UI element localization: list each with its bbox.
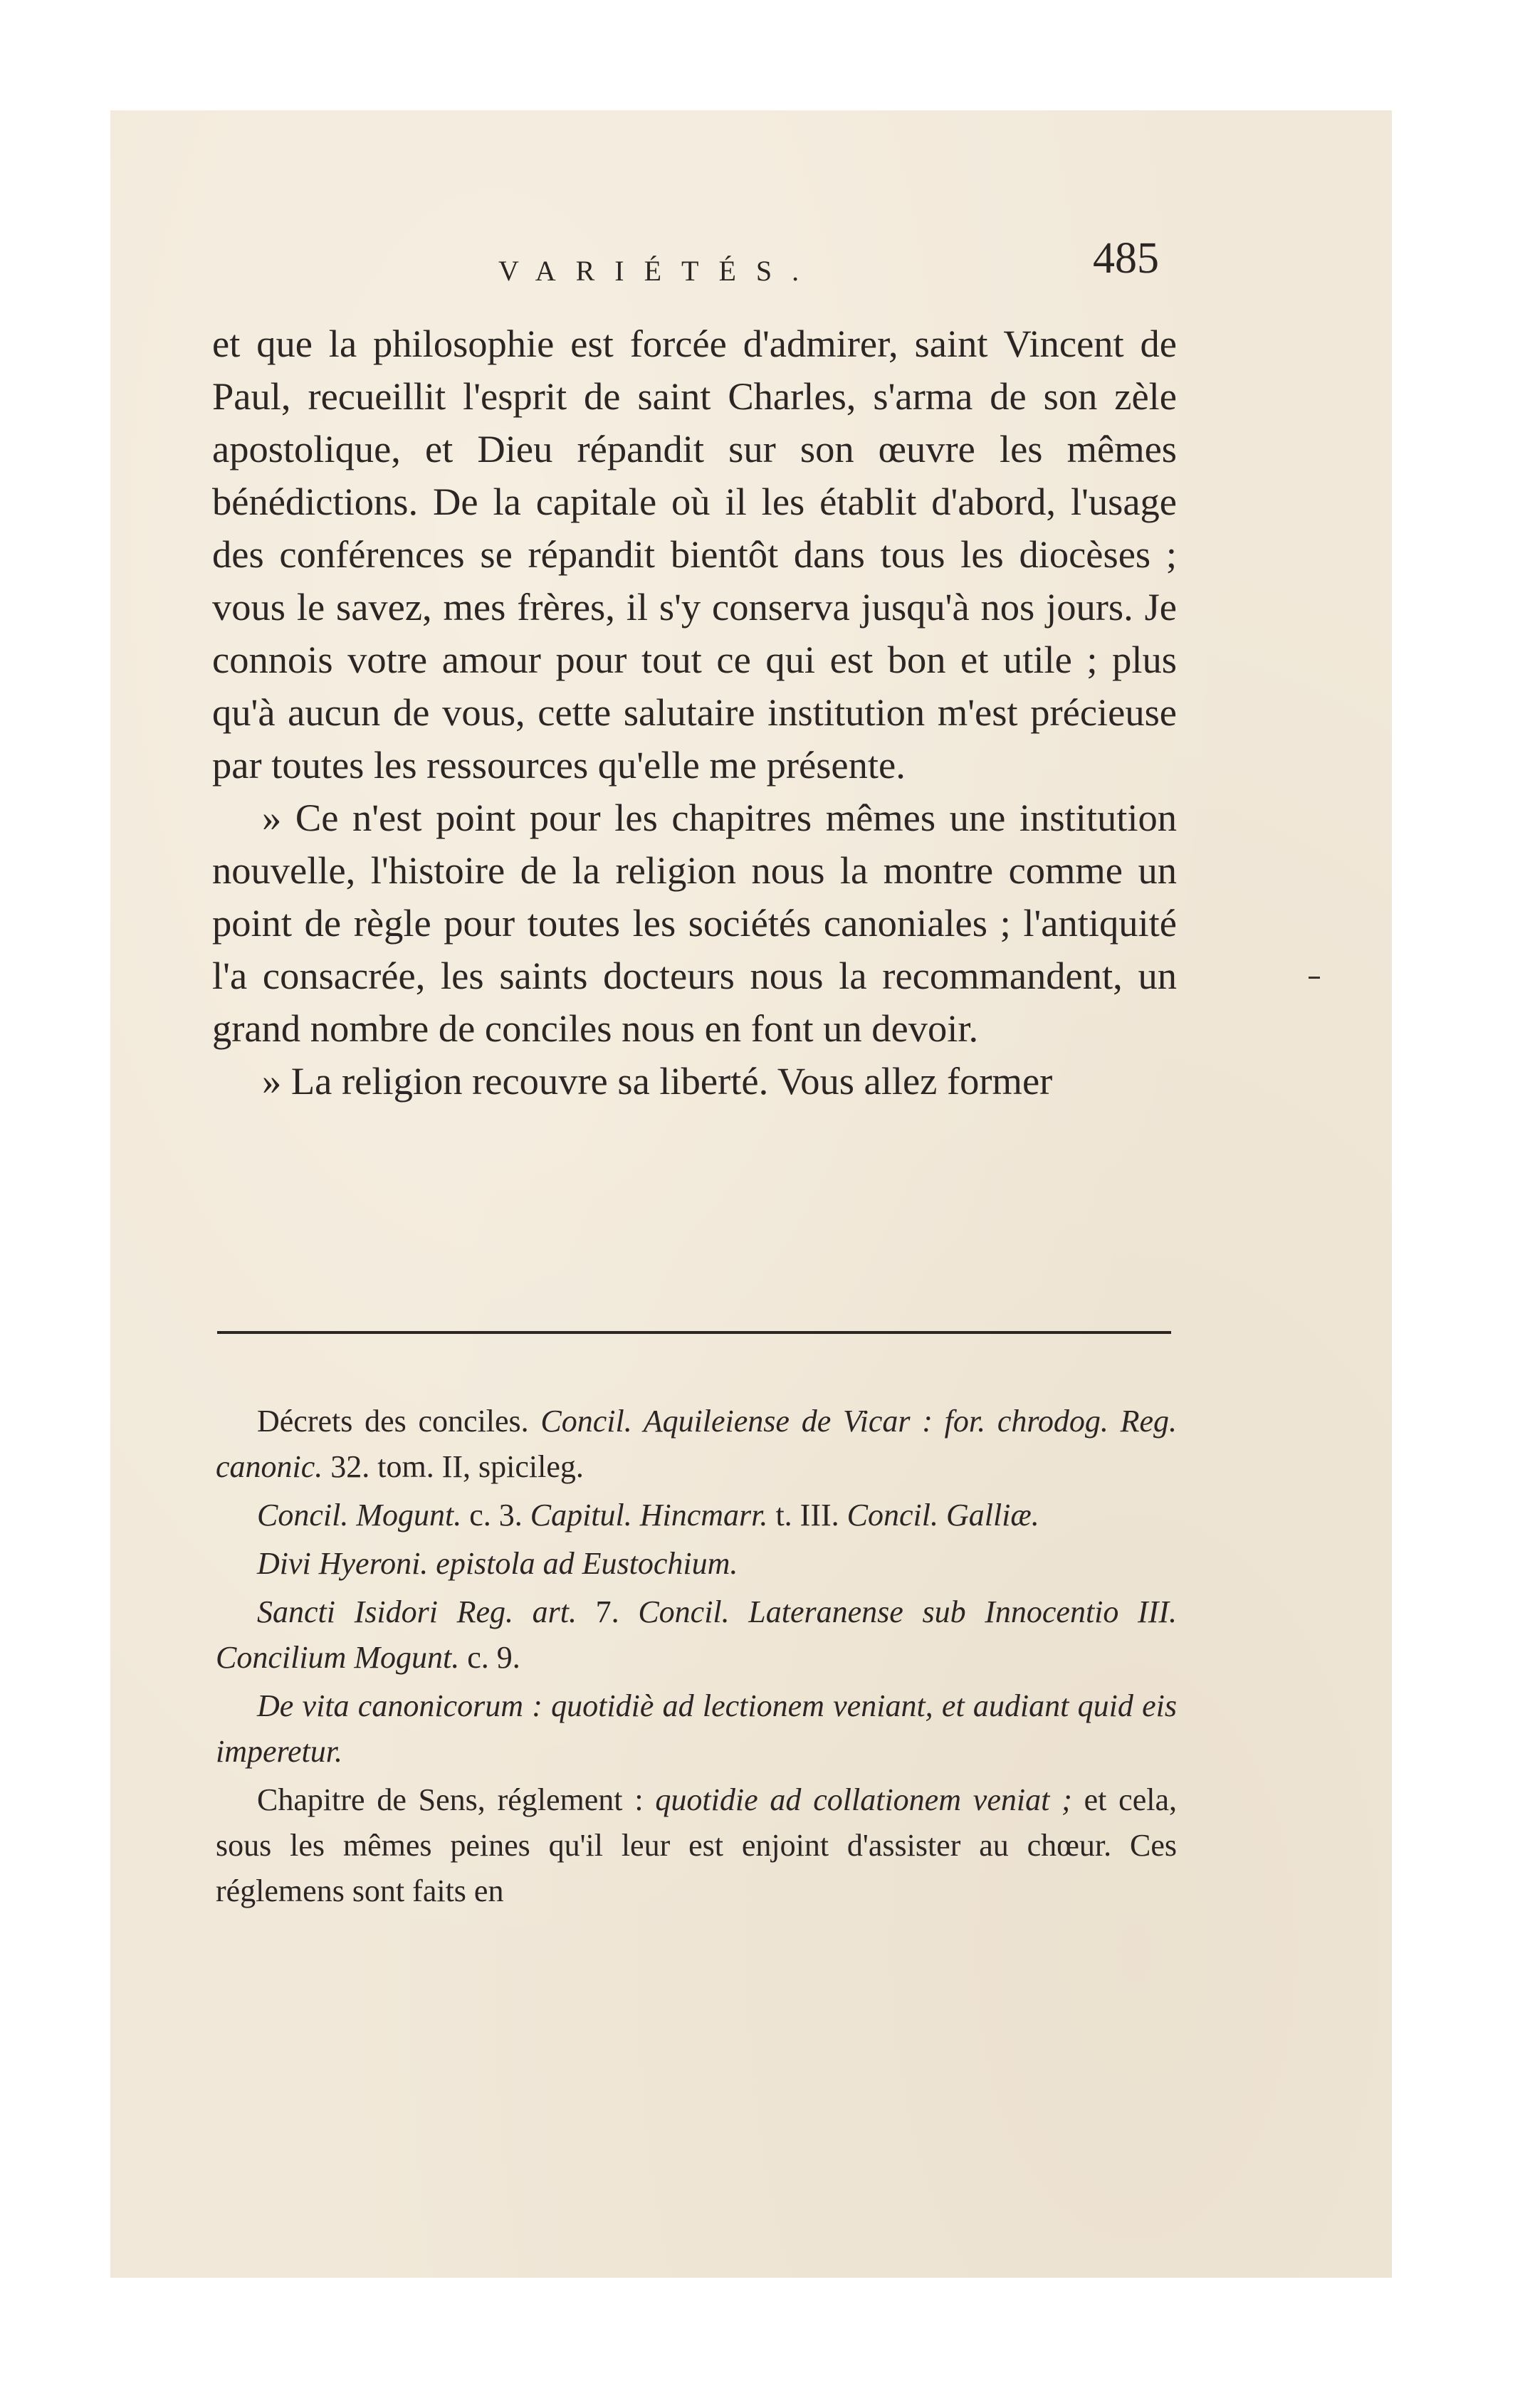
footnote-text: c. 3. <box>469 1498 523 1532</box>
paragraph: » La religion recouvre sa liberté. Vous allez former <box>262 1059 1053 1103</box>
main-text <box>212 317 1177 1108</box>
footnote-citation: Concil. Aquileiense de Vicar : for. chrodog. Reg. canonic. <box>216 1404 1177 1484</box>
footnote-citation: Concil. Galliæ. <box>846 1498 1039 1532</box>
footnote-citation: Capitul. Hincmarr. <box>530 1498 768 1532</box>
footnote <box>216 1683 1177 1775</box>
footnote-text: t. III. <box>775 1498 839 1532</box>
footnote-citation: quotidie ad collationem veniat ; <box>655 1782 1072 1817</box>
footnote-text: et cela, sous les mêmes peines qu'il leur est enjoint d'assister au chœur. Ces réglemens sont faits en <box>216 1782 1177 1908</box>
footnote-citation: De vita canonicorum : quotidiè ad lectionem veniant, et audiant quid eis imperetur. <box>216 1688 1177 1769</box>
footnote-citation: Divi Hyeroni. epistola ad Eustochium. <box>257 1546 738 1581</box>
footnote <box>216 1541 1177 1587</box>
footnotes <box>216 1399 1177 1914</box>
footnote-citation: Sancti Isidori Reg. art. <box>257 1594 577 1629</box>
footnote <box>216 1589 1177 1681</box>
footnote <box>216 1399 1177 1490</box>
footnote-text: 32. tom. II, spicileg. <box>330 1449 584 1484</box>
footnote-text: c. 9. <box>467 1640 520 1675</box>
footnote-text: 7. <box>595 1594 619 1629</box>
footnote-citation: Concil. Lateranense sub Innocentio III. Concilium Mogunt. <box>216 1594 1178 1675</box>
running-head: VARIÉTÉS. <box>498 255 819 287</box>
footnote <box>216 1777 1177 1914</box>
margin-mark <box>1309 977 1320 979</box>
page-number: 485 <box>1093 234 1159 283</box>
footnote-citation: Concil. Mogunt. <box>257 1498 462 1532</box>
footnote <box>216 1493 1177 1538</box>
footnote-separator <box>217 1331 1171 1334</box>
paragraph: » Ce n'est point pour les chapitres mêmes une institution nouvelle, l'histoire de la religion nous la montre comme un point de règle pour toutes les sociétés canoniales ; l'antiquité l'a consacrée, les saints docteurs nous la recommandent, un grand nombre de conciles nous en font un devoir. <box>212 796 1177 1050</box>
footnote-text: Décrets des conciles. <box>257 1404 529 1439</box>
paragraph: et que la philosophie est forcée d'admirer, saint Vincent de Paul, recueillit l'esprit de saint Charles, s'arma de son zèle apostolique, et Dieu répandit sur son œuvre les mêmes bénédictions. De la capitale où il les établit d'abord, l'usage des conférences se répandit bientôt dans tous les diocèses ; vous le savez, mes frères, il s'y conserva jusqu'à nos jours. Je connois votre amour pour tout ce qui est bon et utile ; plus qu'à aucun de vous, cette salutaire institution m'est précieuse par toutes les ressources qu'elle me présente. <box>212 322 1177 787</box>
footnote-text: Chapitre de Sens, réglement : <box>257 1782 644 1817</box>
